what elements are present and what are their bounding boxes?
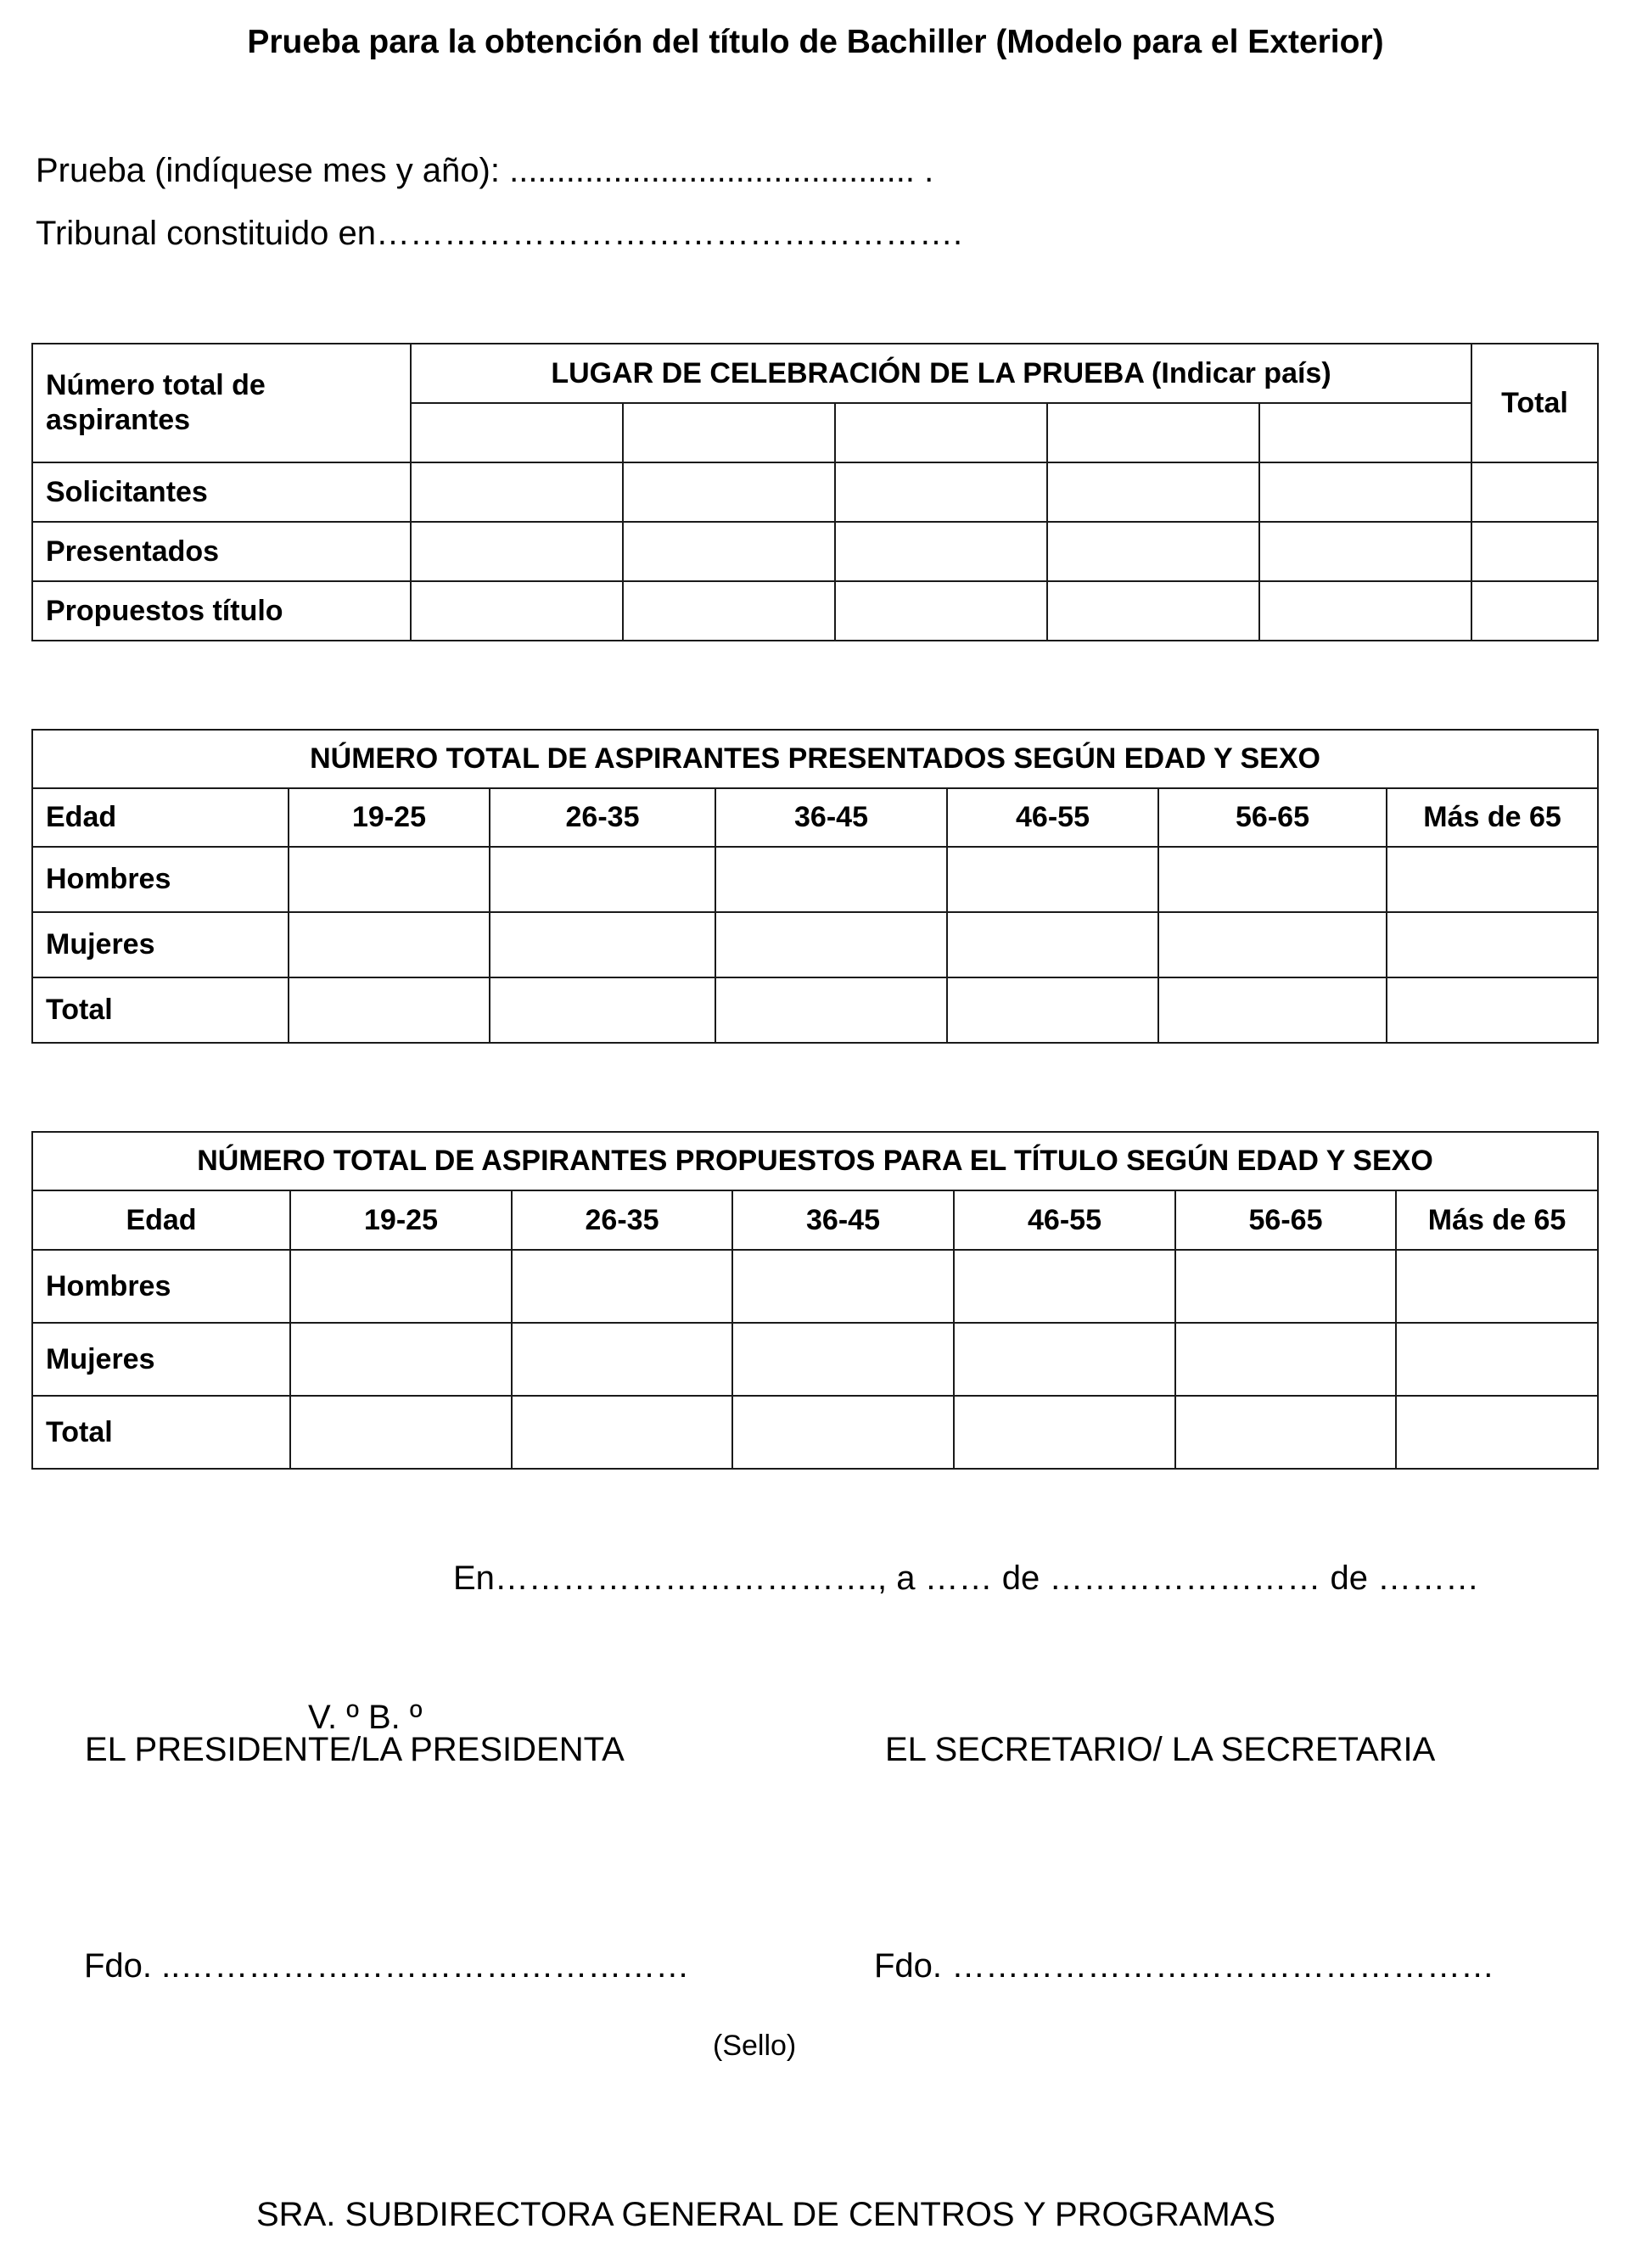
- table-cell[interactable]: [411, 522, 623, 581]
- table-cell[interactable]: [289, 977, 490, 1043]
- row-label-solicitantes: Solicitantes: [32, 462, 411, 522]
- table-cell-total[interactable]: [1471, 581, 1598, 641]
- table-cell[interactable]: [1158, 912, 1387, 977]
- table-cell[interactable]: [1396, 1250, 1598, 1323]
- table-cell[interactable]: [490, 912, 715, 977]
- table-cell[interactable]: [715, 912, 947, 977]
- corner-label: Número total de aspirantes: [32, 344, 411, 462]
- table-row: [32, 1250, 1598, 1323]
- table-cell[interactable]: [1047, 581, 1259, 641]
- table-row: [32, 912, 1598, 977]
- age-range-header: 56-65: [1158, 788, 1387, 847]
- president-title: EL PRESIDENTE/LA PRESIDENTA: [85, 1731, 625, 1768]
- table-cell[interactable]: [947, 847, 1158, 912]
- age-range-header: Más de 65: [1387, 788, 1598, 847]
- age-range-header: 46-55: [947, 788, 1158, 847]
- propuestos-edad-sexo-table: [31, 1131, 1599, 1470]
- table-cell[interactable]: [954, 1396, 1175, 1469]
- president-signature-line: Fdo. ..………………………………………: [84, 1947, 690, 1985]
- lugar-group-header: LUGAR DE CELEBRACIÓN DE LA PRUEBA (Indicar país): [411, 344, 1471, 403]
- visto-bueno-label: V. º B. º: [308, 1699, 423, 1736]
- table-cell[interactable]: [1259, 581, 1471, 641]
- country-column-5[interactable]: [1259, 403, 1471, 462]
- country-column-2[interactable]: [623, 403, 835, 462]
- country-column-1[interactable]: [411, 403, 623, 462]
- table-cell[interactable]: [512, 1250, 732, 1323]
- table-cell[interactable]: [1396, 1323, 1598, 1396]
- age-range-header: 56-65: [1175, 1190, 1396, 1250]
- age-range-header: 36-45: [715, 788, 947, 847]
- table-cell[interactable]: [947, 977, 1158, 1043]
- table-cell[interactable]: [290, 1396, 512, 1469]
- age-range-header: 19-25: [289, 788, 490, 847]
- table-cell[interactable]: [289, 912, 490, 977]
- row-label-presentados: Presentados: [32, 522, 411, 581]
- place-date-line: En……………………………., a …… de …………………… de ………: [453, 1560, 1480, 1597]
- table-cell[interactable]: [1175, 1323, 1396, 1396]
- table-cell[interactable]: [732, 1323, 954, 1396]
- age-label: Edad: [32, 1190, 290, 1250]
- table-row: [32, 462, 1598, 522]
- table-title: NÚMERO TOTAL DE ASPIRANTES PRESENTADOS SEGÚN EDAD Y SEXO: [32, 730, 1598, 788]
- row-label-hombres: Hombres: [32, 1250, 290, 1323]
- document-title: Prueba para la obtención del título de Bachiller (Modelo para el Exterior): [247, 24, 1384, 60]
- table-cell[interactable]: [623, 522, 835, 581]
- prueba-date-field: Prueba (indíquese mes y año): ........................................... .: [36, 152, 934, 189]
- total-header: Total: [1471, 344, 1598, 462]
- table-cell[interactable]: [490, 847, 715, 912]
- country-column-3[interactable]: [835, 403, 1047, 462]
- age-range-header: 19-25: [290, 1190, 512, 1250]
- row-label-total: Total: [32, 977, 289, 1043]
- table-cell[interactable]: [1158, 847, 1387, 912]
- age-label: Edad: [32, 788, 289, 847]
- lugar-celebracion-table: [31, 343, 1599, 641]
- age-range-header: Más de 65: [1396, 1190, 1598, 1250]
- table-cell-total[interactable]: [1471, 462, 1598, 522]
- table-cell[interactable]: [490, 977, 715, 1043]
- table-row: [32, 1323, 1598, 1396]
- table-cell[interactable]: [1259, 462, 1471, 522]
- age-range-header: 46-55: [954, 1190, 1175, 1250]
- table-cell[interactable]: [512, 1396, 732, 1469]
- table-cell[interactable]: [1387, 977, 1598, 1043]
- table-cell[interactable]: [954, 1323, 1175, 1396]
- age-range-header: 26-35: [490, 788, 715, 847]
- table-cell[interactable]: [715, 847, 947, 912]
- table-row: [32, 847, 1598, 912]
- table-cell[interactable]: [835, 462, 1047, 522]
- table-cell[interactable]: [290, 1250, 512, 1323]
- table-cell[interactable]: [954, 1250, 1175, 1323]
- table-cell[interactable]: [411, 581, 623, 641]
- table-cell[interactable]: [1387, 847, 1598, 912]
- table-cell[interactable]: [1259, 522, 1471, 581]
- age-range-header: 36-45: [732, 1190, 954, 1250]
- table-cell[interactable]: [1387, 912, 1598, 977]
- tribunal-location-field: Tribunal constituido en…………………………………………….: [36, 215, 963, 252]
- table-row: [32, 522, 1598, 581]
- secretary-title: EL SECRETARIO/ LA SECRETARIA: [885, 1731, 1436, 1768]
- table-cell[interactable]: [623, 462, 835, 522]
- table-cell[interactable]: [1175, 1250, 1396, 1323]
- table-cell[interactable]: [1175, 1396, 1396, 1469]
- row-label-mujeres: Mujeres: [32, 912, 289, 977]
- table-row: [32, 1396, 1598, 1469]
- row-label-hombres: Hombres: [32, 847, 289, 912]
- table-cell[interactable]: [732, 1396, 954, 1469]
- table-row: [32, 581, 1598, 641]
- table-cell[interactable]: [1158, 977, 1387, 1043]
- row-label-propuestos: Propuestos título: [32, 581, 411, 641]
- seal-label: (Sello): [713, 2030, 797, 2062]
- addressee-line: SRA. SUBDIRECTORA GENERAL DE CENTROS Y PROGRAMAS: [256, 2196, 1276, 2233]
- table-cell[interactable]: [947, 912, 1158, 977]
- table-cell[interactable]: [411, 462, 623, 522]
- table-row: [32, 977, 1598, 1043]
- table-cell[interactable]: [835, 581, 1047, 641]
- secretary-signature-line: Fdo. …………………………………………: [874, 1947, 1495, 1985]
- table-cell[interactable]: [1396, 1396, 1598, 1469]
- table-cell[interactable]: [623, 581, 835, 641]
- table-cell-total[interactable]: [1471, 522, 1598, 581]
- table-cell[interactable]: [1047, 462, 1259, 522]
- table-cell[interactable]: [512, 1323, 732, 1396]
- country-column-4[interactable]: [1047, 403, 1259, 462]
- age-range-header: 26-35: [512, 1190, 732, 1250]
- table-cell[interactable]: [732, 1250, 954, 1323]
- table-title: NÚMERO TOTAL DE ASPIRANTES PROPUESTOS PARA EL TÍTULO SEGÚN EDAD Y SEXO: [32, 1132, 1598, 1190]
- presentados-edad-sexo-table: [31, 729, 1599, 1044]
- table-cell[interactable]: [289, 847, 490, 912]
- row-label-total: Total: [32, 1396, 290, 1469]
- table-cell[interactable]: [290, 1323, 512, 1396]
- table-cell[interactable]: [715, 977, 947, 1043]
- table-cell[interactable]: [835, 522, 1047, 581]
- table-cell[interactable]: [1047, 522, 1259, 581]
- row-label-mujeres: Mujeres: [32, 1323, 290, 1396]
